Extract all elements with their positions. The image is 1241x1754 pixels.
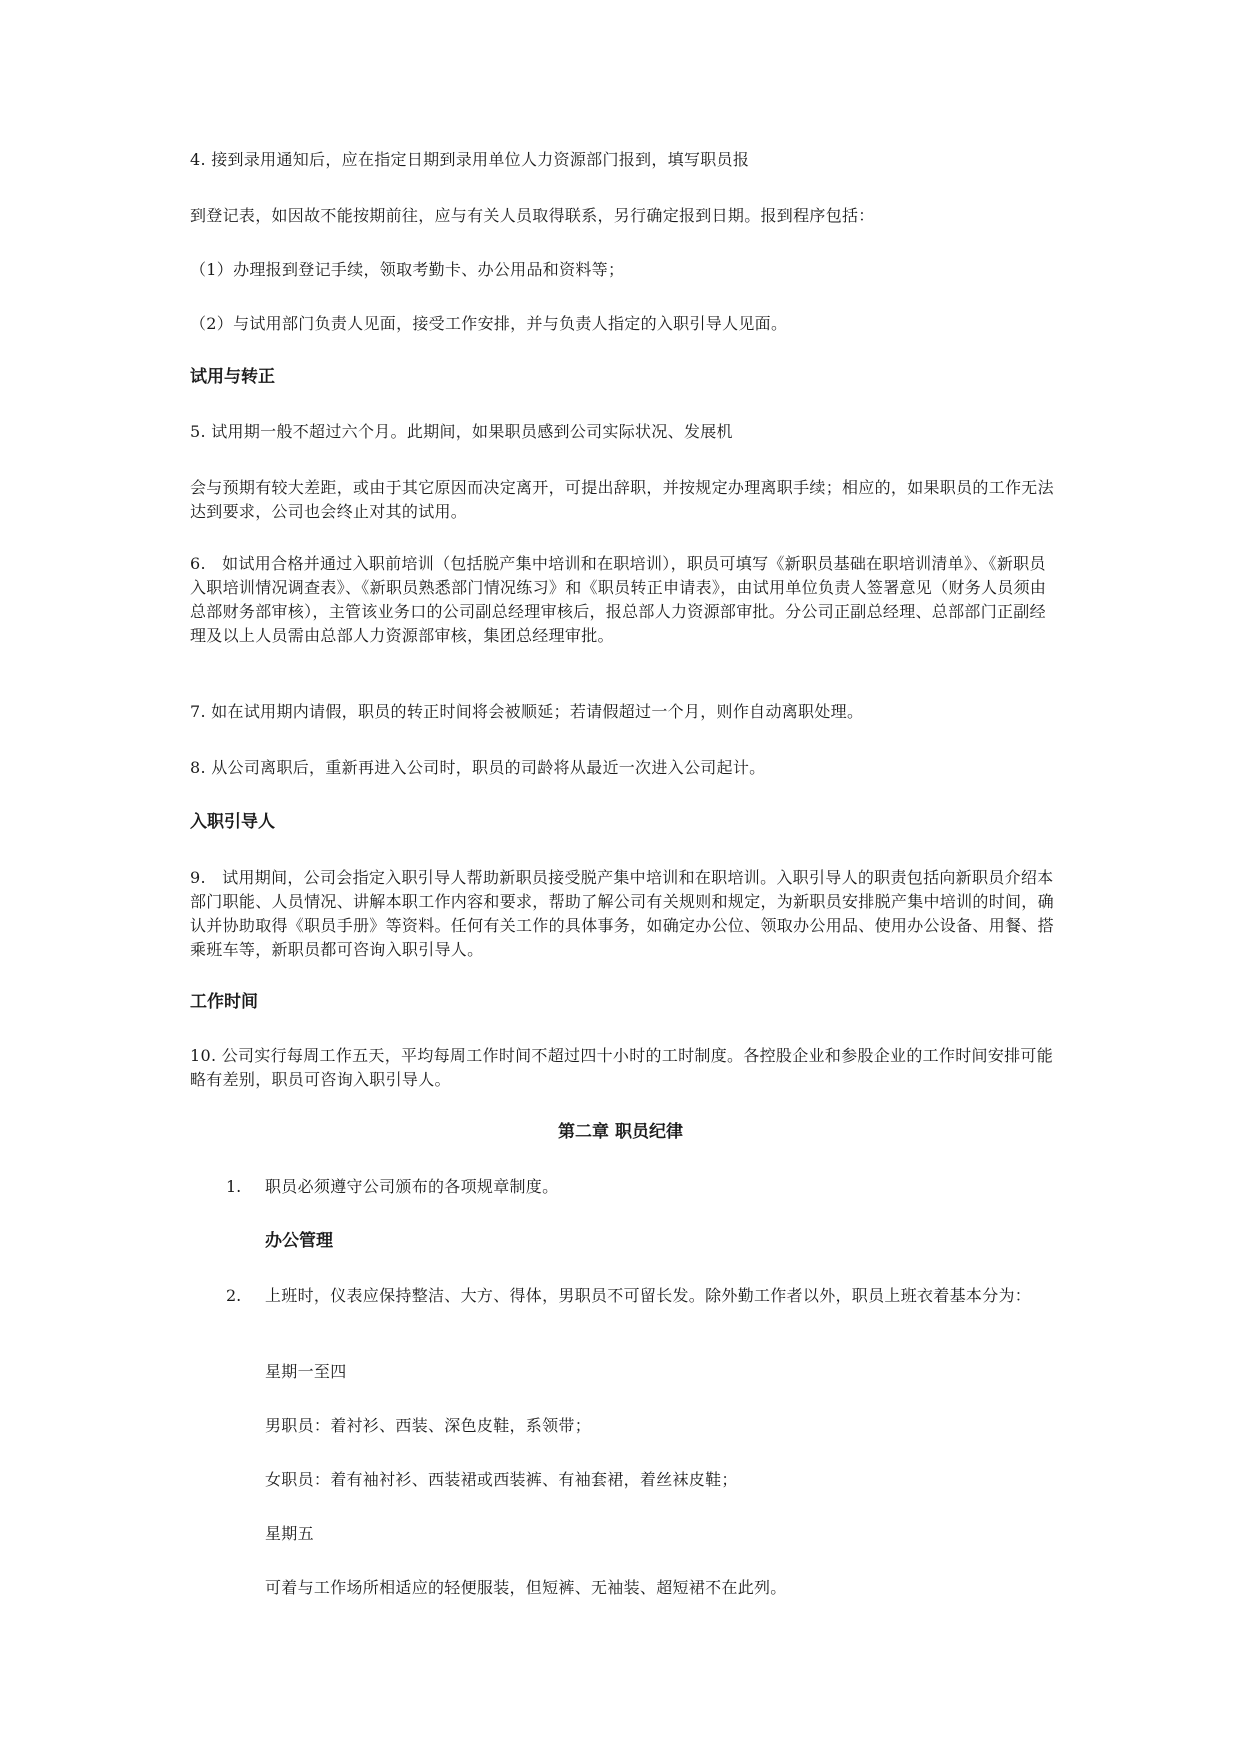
heading-onboarding-guide: 入职引导人 <box>190 812 275 832</box>
heading-office-management: 办公管理 <box>265 1231 333 1251</box>
dress-male: 男职员：着衬衫、西装、深色皮鞋，系领带； <box>265 1416 592 1435</box>
list-item-2: 上班时，仪表应保持整洁、大方、得体，男职员不可留长发。除外勤工作者以外，职员上班衣着基本分为： <box>265 1286 1032 1305</box>
paragraph-9: 9. 试用期间，公司会指定入职引导人帮助新职员接受脱产集中培训和在职培训。入职引导人的职责包括向新职员介绍本部门职能、人员情况、讲解本职工作内容和要求，帮助了解公司有关规则和规定，为新职员安排脱产集中培训的时间，确认并协助取得《职员手册》等资料。任何有关工作的具体事务，如确定办公位、领取办公用品、使用办公设备、用餐、搭乘班车等，新职员都可咨询入职引导人。 <box>190 868 1054 959</box>
chapter-title: 第二章 职员纪律 <box>558 1122 683 1142</box>
paragraph-5-line2: 会与预期有较大差距，或由于其它原因而决定离开，可提出辞职，并按规定办理离职手续；相应的，如果职员的工作无法达到要求，公司也会终止对其的试用。 <box>190 478 1054 521</box>
heading-trial-period: 试用与转正 <box>190 367 275 387</box>
paragraph-4-step2: （2）与试用部门负责人见面，接受工作安排，并与负责人指定的入职引导人见面。 <box>190 314 788 333</box>
list-number-1: 1. <box>226 1177 242 1196</box>
list-number-2: 2. <box>226 1286 242 1305</box>
paragraph-7: 7. 如在试用期内请假，职员的转正时间将会被顺延；若请假超过一个月，则作自动离职处理。 <box>190 702 864 721</box>
dress-friday: 星期五 <box>265 1524 314 1543</box>
dress-mon-thu: 星期一至四 <box>265 1362 347 1381</box>
paragraph-4-line2: 到登记表，如因故不能按期前往，应与有关人员取得联系，另行确定报到日期。报到程序包括： <box>190 206 875 225</box>
paragraph-8: 8. 从公司离职后，重新再进入公司时，职员的司龄将从最近一次进入公司起计。 <box>190 758 766 777</box>
paragraph-5-line1: 5. 试用期一般不超过六个月。此期间，如果职员感到公司实际状况、发展机 <box>190 422 733 441</box>
paragraph-4-step1: （1）办理报到登记手续，领取考勤卡、办公用品和资料等； <box>190 260 625 279</box>
list-item-1: 职员必须遵守公司颁布的各项规章制度。 <box>265 1177 559 1196</box>
dress-female: 女职员：着有袖衬衫、西装裙或西装裤、有袖套裙，着丝袜皮鞋； <box>265 1470 738 1489</box>
paragraph-10: 10. 公司实行每周工作五天，平均每周工作时间不超过四十小时的工时制度。各控股企业和参股企业的工作时间安排可能略有差别，职员可咨询入职引导人。 <box>190 1046 1054 1089</box>
paragraph-4-line1: 4. 接到录用通知后，应在指定日期到录用单位人力资源部门报到，填写职员报 <box>190 150 750 169</box>
dress-friday-text: 可着与工作场所相适应的轻便服装，但短裤、无袖装、超短裙不在此列。 <box>265 1578 787 1597</box>
heading-working-hours: 工作时间 <box>190 992 258 1012</box>
paragraph-6: 6. 如试用合格并通过入职前培训（包括脱产集中培训和在职培训），职员可填写《新职员基础在职培训清单》、《新职员入职培训情况调查表》、《新职员熟悉部门情况练习》和《职员转正申请表》，由试用单位负责人签署意见（财务人员须由总部财务部审核），主管该业务口的公司副总经理审核后，报总部人力资源部审批。分公司正副总经理、总部部门正副经理及以上人员需由总部人力资源部审核，集团总经理审批。 <box>190 554 1047 645</box>
